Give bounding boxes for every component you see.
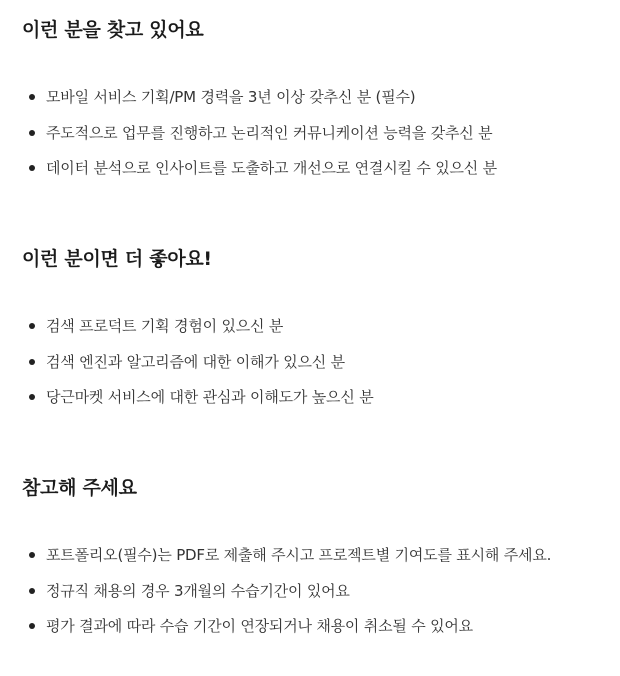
list-item-text: 검색 엔진과 알고리즘에 대한 이해가 있으신 분 <box>46 352 345 371</box>
bullet-icon <box>29 394 35 400</box>
list-item <box>22 386 612 422</box>
list-item <box>22 315 612 351</box>
list-item <box>22 544 612 580</box>
bullet-icon <box>29 552 35 558</box>
section-title-notes: 참고해 주세요 <box>22 477 137 499</box>
list-item-text: 검색 프로덕트 기획 경험이 있으신 분 <box>46 317 284 335</box>
section-preferred <box>22 246 612 406</box>
list-item-text: 데이터 분석으로 인사이트를 도출하고 개선으로 연결시킬 수 있으신 분 <box>46 159 497 177</box>
notes-list <box>22 544 612 651</box>
list-item <box>22 122 612 158</box>
list-item-text: 정규직 채용의 경우 3개월의 수습기간이 있어요 <box>46 581 350 600</box>
section-notes <box>22 475 612 635</box>
bullet-icon <box>29 588 35 594</box>
section-requirements <box>22 17 612 177</box>
bullet-icon <box>29 130 35 136</box>
list-item-text: 당근마켓 서비스에 대한 관심과 이해도가 높으신 분 <box>46 388 374 406</box>
list-item-text: 평가 결과에 따라 수습 기간이 연장되거나 채용이 취소될 수 있어요 <box>46 617 473 635</box>
bullet-icon <box>29 323 35 329</box>
list-item <box>22 157 612 193</box>
list-item-text: 포트폴리오(필수)는 PDF로 제출해 주시고 프로젝트별 기여도를 표시해 주세요. <box>46 546 552 564</box>
list-item <box>22 615 612 651</box>
preferred-list <box>22 315 612 422</box>
list-item <box>22 351 612 387</box>
requirements-list <box>22 86 612 193</box>
list-item <box>22 86 612 122</box>
list-item <box>22 580 612 616</box>
bullet-icon <box>29 623 35 629</box>
list-item-text: 모바일 서비스 기획/PM 경력을 3년 이상 갖추신 분 (필수) <box>46 88 416 106</box>
section-title-requirements: 이런 분을 찾고 있어요 <box>22 19 204 41</box>
bullet-icon <box>29 359 35 365</box>
list-item-text: 주도적으로 업무를 진행하고 논리적인 커뮤니케이션 능력을 갖추신 분 <box>46 123 493 142</box>
section-title-preferred: 이런 분이면 더 좋아요! <box>22 248 212 270</box>
bullet-icon <box>29 94 35 100</box>
bullet-icon <box>29 165 35 171</box>
